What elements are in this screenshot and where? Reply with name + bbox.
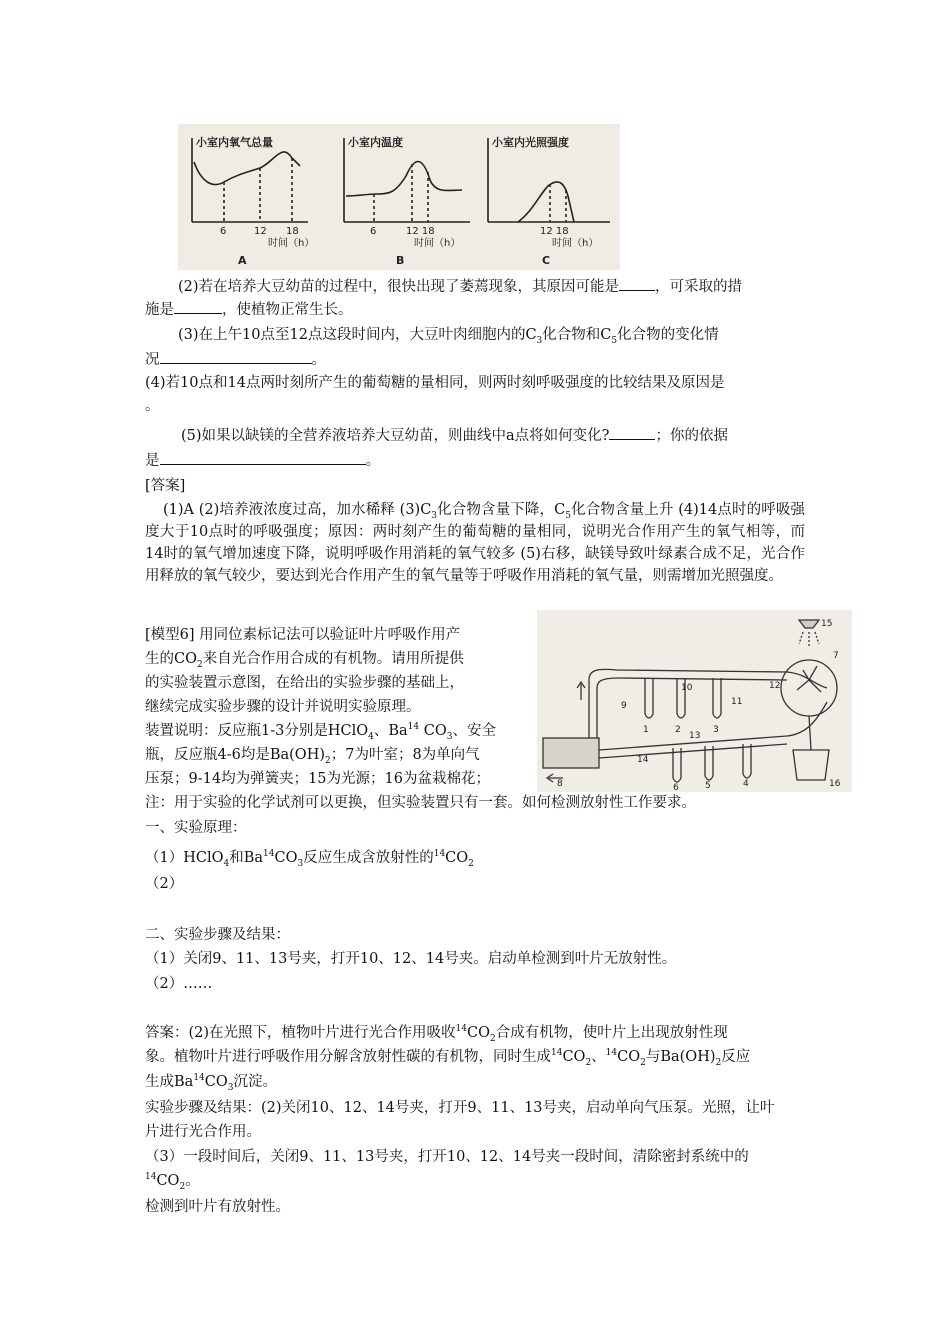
graph-a-tick-18: 18 bbox=[286, 226, 299, 237]
steps-item1: （1）关闭9、11、13号夹，打开10、12、14号夹。启动单检测到叶片无放射性。 bbox=[145, 951, 677, 967]
q2-text-a: (2)若在培养大豆幼苗的过程中，很快出现了萎蔫现象，其原因可能是 bbox=[178, 279, 620, 295]
principle-p1-sub3: 2 bbox=[468, 858, 474, 869]
ans2-a3: 合成有机物，使叶片上出现放射性现 bbox=[495, 1025, 728, 1041]
model6-line8: 注：用于实验的化学试剂可以更换，但实验装置只有一套。如何检测放射性工作要求。 bbox=[145, 795, 696, 811]
model6-line6 bbox=[145, 745, 480, 765]
model6-l6b: ；7为叶室；8为单向气 bbox=[330, 747, 480, 763]
graph-b-tick-6: 6 bbox=[370, 226, 377, 237]
principle-p1c: CO bbox=[274, 850, 298, 866]
q2-blank1 bbox=[619, 276, 655, 291]
apparatus-label-10: 10 bbox=[681, 683, 693, 693]
apparatus-label-16: 16 bbox=[829, 779, 841, 789]
ans2-sup1: 14 bbox=[455, 1024, 467, 1035]
q2-text-c: 施是 bbox=[145, 302, 174, 318]
graph-b-letter: B bbox=[396, 254, 405, 267]
q5-line2 bbox=[145, 450, 380, 471]
q5-text-c: 是 bbox=[145, 453, 160, 469]
q5-blank1 bbox=[609, 425, 655, 440]
ans2-a1: 答案：(2)在光照下，植物叶片进行光合作用吸收 bbox=[145, 1025, 456, 1041]
graph-a-xlabel: 时间（h） bbox=[268, 238, 315, 249]
model6-l5d: 、安全 bbox=[452, 723, 496, 739]
ans2-c2: CO bbox=[204, 1074, 228, 1090]
ans2-b5: 与Ba(OH) bbox=[645, 1049, 716, 1065]
graph-c-letter: C bbox=[542, 254, 551, 267]
q5-text-d: 。 bbox=[365, 453, 380, 469]
apparatus-label-9: 9 bbox=[621, 701, 627, 711]
apparatus-figure bbox=[537, 610, 852, 792]
apparatus-label-7: 7 bbox=[833, 651, 839, 661]
ans2-sup4: 14 bbox=[193, 1073, 205, 1084]
ans2-sub1: 2 bbox=[489, 1033, 496, 1044]
q4-line1: (4)若10点和14点两时刻所产生的葡萄糖的量相同，则两时刻呼吸强度的比较结果及原因是 bbox=[145, 375, 725, 391]
q5-text-a: (5)如果以缺镁的全营养液培养大豆幼苗，则曲线中a点将如何变化? bbox=[181, 428, 610, 444]
model6-line5 bbox=[145, 721, 496, 741]
apparatus-label-14: 14 bbox=[637, 755, 649, 765]
model6-l5b: 、Ba bbox=[373, 723, 408, 739]
ans2-sup2: 14 bbox=[551, 1048, 563, 1059]
apparatus-label-1: 1 bbox=[643, 725, 649, 735]
principle-p1a: （1）HClO bbox=[145, 850, 224, 866]
ans2-line3 bbox=[145, 1072, 277, 1092]
q3-text-d: 况 bbox=[145, 352, 160, 368]
q5-blank2 bbox=[160, 450, 366, 465]
model6-l5-sub: 4 bbox=[368, 731, 374, 742]
answer-sub2: 5 bbox=[565, 510, 571, 521]
q3-line1 bbox=[178, 325, 719, 345]
graph-b-xlabel: 时间（h） bbox=[414, 238, 461, 249]
ans2-sup3: 14 bbox=[605, 1048, 618, 1059]
q3-text-e: 。 bbox=[311, 352, 326, 368]
principle-p1-sub: 4 bbox=[223, 858, 230, 869]
principle-p1b: 和Ba bbox=[229, 850, 264, 866]
model6-l5-sup: 14 bbox=[407, 722, 420, 733]
ans2-b4: CO bbox=[617, 1049, 641, 1065]
q2-blank2 bbox=[174, 299, 222, 314]
principle-item1 bbox=[145, 848, 474, 868]
steps-title: 二、实验步骤及结果： bbox=[145, 927, 290, 943]
principle-title: 一、实验原理： bbox=[145, 820, 247, 836]
ans2-sub2: 2 bbox=[585, 1057, 592, 1068]
ans2-b3: 、 bbox=[591, 1049, 606, 1065]
apparatus-label-13: 13 bbox=[689, 731, 701, 741]
ans2-c3: 沉淀。 bbox=[233, 1074, 277, 1090]
q2-text-d: ，使植物正常生长。 bbox=[222, 302, 353, 318]
model6-line2 bbox=[145, 649, 464, 669]
graph-c-xlabel: 时间（h） bbox=[552, 238, 599, 249]
model6-line1: [模型6] 用同位素标记法可以验证叶片呼吸作用产 bbox=[145, 627, 461, 643]
q3-sub2: 5 bbox=[611, 335, 618, 346]
graphs-svg bbox=[178, 124, 620, 270]
answer-part3: 化合物含量上升 (4)14点时的呼吸强度大于10点时的呼吸强度；原因：两时刻产生的葡萄糖的量相同，说明光合作用产生的氧气相等，而14时的氧气增加速度下降，说明呼吸作用消耗的氧气较多 (5)右移，缺镁导致叶绿素合成不足，光合作用释放的氧气较少，要达到光合作用产生的氧气量等于呼吸作用消耗的氧气量，则需增加光照强度。 bbox=[145, 502, 805, 584]
apparatus-label-2: 2 bbox=[675, 725, 681, 735]
model6-l5-sub2: 3 bbox=[446, 731, 453, 742]
ans2-b6: 反应 bbox=[721, 1049, 751, 1065]
principle-p1-sub2: 3 bbox=[297, 858, 304, 869]
ans2-line1 bbox=[145, 1023, 728, 1043]
q3-text-a: (3)在上午10点至12点这段时间内，大豆叶肉细胞内的C bbox=[178, 327, 537, 343]
ans2-sub3: 2 bbox=[640, 1057, 646, 1068]
apparatus-label-4: 4 bbox=[743, 779, 749, 789]
principle-p1e: CO bbox=[445, 850, 469, 866]
ans2-line7 bbox=[145, 1171, 200, 1191]
apparatus-svg bbox=[537, 610, 852, 792]
graph-b-tick-12-18: 12 18 bbox=[406, 226, 435, 237]
model6-l5a: 装置说明：反应瓶1-3分别是HClO bbox=[145, 723, 369, 739]
model6-l2b: 来自光合作用合成的有机物。请用所提供 bbox=[202, 651, 464, 667]
ans2-c1: 生成Ba bbox=[145, 1074, 194, 1090]
ans2-g2: CO bbox=[156, 1173, 180, 1189]
ans2-sub4: 2 bbox=[715, 1057, 722, 1068]
ans2-line4: 实验步骤及结果：(2)关闭10、12、14号夹，打开9、11、13号夹，启动单向气压泵。光照，让叶 bbox=[145, 1100, 775, 1116]
ans2-line6: （3）一段时间后，关闭9、11、13号夹，打开10、12、14号夹一段时间，清除密封系统中的 bbox=[145, 1149, 749, 1165]
model6-l2a: 生的CO bbox=[145, 651, 197, 667]
answer-part2: 化合物含量下降，C bbox=[437, 502, 566, 518]
q2-text-b: ，可采取的措 bbox=[655, 279, 743, 295]
graph-a-letter: A bbox=[238, 254, 247, 267]
ans2-line2 bbox=[145, 1047, 750, 1067]
ans2-b2: CO bbox=[562, 1049, 586, 1065]
q5-text-b: ；你的依据 bbox=[655, 428, 728, 444]
apparatus-label-11: 11 bbox=[731, 697, 743, 707]
ans2-g3: 。 bbox=[185, 1173, 200, 1189]
apparatus-label-6: 6 bbox=[673, 783, 679, 792]
ans2-a2: CO bbox=[467, 1025, 490, 1041]
q5-line1 bbox=[181, 425, 728, 446]
ans2-line8: 检测到叶片有放射性。 bbox=[145, 1199, 290, 1215]
model6-l6-sub: 2 bbox=[325, 755, 331, 766]
ans2-line5: 片进行光合作用。 bbox=[145, 1124, 261, 1140]
principle-p1-sup2: 14 bbox=[433, 849, 446, 860]
graphs-figure bbox=[178, 124, 620, 270]
apparatus-label-3: 3 bbox=[713, 725, 719, 735]
ans2-b1: 象。植物叶片进行呼吸作用分解含放射性碳的有机物，同时生成 bbox=[145, 1049, 551, 1065]
answer-paragraph bbox=[145, 499, 805, 587]
answer-sub1: 3 bbox=[431, 510, 438, 521]
graph-a-tick-12: 12 bbox=[254, 226, 267, 237]
model6-line4: 继续完成实验步骤的设计并说明实验原理。 bbox=[145, 699, 421, 715]
apparatus-label-8: 8 bbox=[557, 779, 563, 789]
principle-p1-sup: 14 bbox=[263, 849, 275, 860]
apparatus-label-15: 15 bbox=[821, 619, 833, 629]
principle-p1d: 反应生成含放射性的 bbox=[303, 850, 434, 866]
graph-c-title: 小室内光照强度 bbox=[492, 136, 569, 149]
answer-part1: (1)A (2)培养液浓度过高，加水稀释 (3)C bbox=[163, 502, 432, 518]
q2-line2 bbox=[145, 299, 353, 320]
q3-sub1: 3 bbox=[536, 335, 543, 346]
q3-line2 bbox=[145, 349, 326, 370]
ans2-sub6: 2 bbox=[179, 1181, 186, 1192]
q3-text-b: 化合物和C bbox=[542, 327, 612, 343]
model6-l6a: 瓶，反应瓶4-6均是Ba(OH) bbox=[145, 747, 325, 763]
principle-item2: （2） bbox=[145, 876, 184, 892]
model6-l5c: CO bbox=[419, 723, 447, 739]
graph-a-tick-6: 6 bbox=[220, 226, 227, 237]
ans2-sup5: 14 bbox=[145, 1172, 157, 1183]
q3-blank bbox=[160, 349, 312, 364]
q2-line1 bbox=[178, 276, 742, 297]
model6-line7: 压泵；9-14均为弹簧夹；15为光源；16为盆栽棉花； bbox=[145, 771, 490, 787]
q4-line2: 。 bbox=[145, 398, 160, 414]
model6-l2-sub: 2 bbox=[196, 659, 203, 670]
model6-line3: 的实验装置示意图，在给出的实验步骤的基础上， bbox=[145, 675, 464, 691]
answer-label: [答案] bbox=[145, 478, 186, 494]
graph-b-title: 小室内温度 bbox=[348, 136, 403, 149]
graph-a-title: 小室内氧气总量 bbox=[196, 136, 273, 149]
graph-c-tick-12-18: 12 18 bbox=[540, 226, 569, 237]
apparatus-label-12: 12 bbox=[769, 681, 781, 691]
q3-text-c: 化合物的变化情 bbox=[617, 327, 719, 343]
steps-item2: （2）…… bbox=[145, 976, 213, 992]
apparatus-label-5: 5 bbox=[705, 781, 711, 791]
ans2-sub5: 3 bbox=[227, 1082, 234, 1093]
